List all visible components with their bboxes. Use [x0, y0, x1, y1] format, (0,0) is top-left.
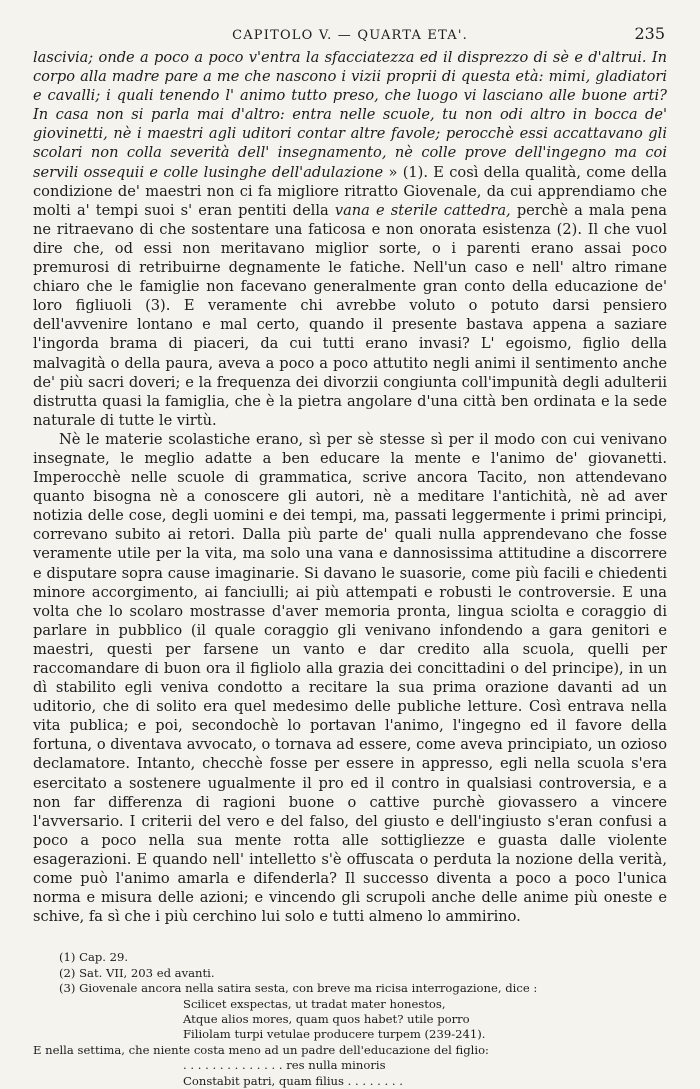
footnote-2: (2) Sat. VII, 203 ed avanti.	[59, 965, 215, 980]
footnote-1: (1) Cap. 29.	[59, 950, 129, 965]
footnotes	[33, 950, 667, 1089]
page-header	[33, 22, 667, 48]
paragraph-2: Nè le materie scolastiche erano, sì per sè stesse sì per il modo con cui venivano insegnate, le meglio adatte a ben educare la mente e l'animo de' giovanetti. Imperocchè nelle scuole di grammatica, scrive ancora Tacito, non attendevano quanto bisogna nè a conoscere gli autori, nè a meditare l'antichità, nè ad aver notizia delle cose, degli uomini e dei tempi, ma, passati leggermente i primi principi, correvano subito ai retori. Dalla più parte de' quali nulla apprendevano che fosse veramente utile per la vita, ma solo una vana e dannosissima attitudine a discorrere e disputare sopra cause imaginarie. Si davano le suasorie, come più facili e chiedenti minore accorgimento, ai fanciulli; ai più attempati e robusti le controversie. E una volta che lo scolaro mostrasse d'aver memoria pronta, lingua sciolta e coraggio di parlare in pubblico (il quale coraggio gli venivano infondendo a gara genitori e maestri, questi per farsene un vanto e dar credito alla scuola, quelli per raccomandare di buon ora il figliolo alla grazia dei concittadini o del principe), in un dì stabilito egli veniva condotto a recitare la sua prima orazione davanti ad un uditorio, che di solito era quel medesimo delle publiche letture. Così entrava nella vita publica; e poi, secondochè lo portavan l'animo, l'ingegno ed il favore della fortuna, o diventava avvocato, o tornava ad essere, come aveva principiato, un ozioso declamatore. Intanto, checchè fosse per essere in appresso, egli nella scuola s'era esercitato a sostenere ugualmente il pro ed il contro in qualsiasi controversia, e a non far differenza di ragioni buone o cattive purchè giovassero a vincere l'avversario. I criterii del vero e del falso, del giusto e dell'ingiusto s'eran confusi a poco a poco nella sua mente rotta alle sottigliezze e guasta dalle violente esagerazioni. E quando nell' intelletto s'è offuscata o perduta la nozione della verità, come può l'animo amarla e difenderla? Il successo diventa a poco a poco l'unica norma e misura delle azioni; e vincendo gli scrupoli anche delle anime più oneste e schive, fa sì che i più cerchino lui solo e tutti almeno lo ammirino.	[33, 430, 667, 926]
running-head: CAPITOLO V. — QUARTA ETA'.	[232, 28, 468, 43]
italic-quote-tacitus: lascivia; onde a poco a poco v'entra la sfacciatezza ed il disprezzo di sè e d'altrui. In corpo alla madre pare a me che nascono i vizii proprii di questa età: mimi, gladiatori e cavalli; i quali tenendo l' animo tutto preso, che luogo vi lasciano alle buone arti? In casa non si parla mai d'altro: entra nelle scuole, tu non odi altro in bocca de' giovinetti, nè i maestri agli uditori contar altre favole; perocchè essi accattavano gli scolari non colla severità dell' insegnamento, nè colle prove dell'ingegno ma coi servili ossequii e colle lusinghe dell'adulazione	[33, 49, 667, 181]
footnote-verse-2: Atque alios mores, quam quos habet? utile porro	[183, 1011, 470, 1026]
italic-vana-sterile-cattedra: vana e sterile cattedra,	[334, 201, 511, 219]
paragraph-1	[33, 48, 667, 430]
footnote-3: (3) Giovenale ancora nella satira sesta, con breve ma ricisa interrogazione, dice :	[59, 981, 538, 996]
page-number: 235	[634, 24, 665, 43]
footnote-verse-4: . . . . . . . . . . . . . . res nulla minoris	[183, 1058, 386, 1073]
paragraph-1-text-a: » (1). E così della qualità, come della condizione de' maestri non ci fa migliore ritratto Giovenale, da cui apprendiamo che molti a' tempi suoi s' eran pentiti della	[33, 163, 667, 219]
footnote-verse-1: Scilicet exspectas, ut tradat mater honestos,	[183, 996, 446, 1011]
footnote-verse-3: Filiolam turpi vetulae producere turpem (239-241).	[183, 1027, 486, 1042]
footnote-continuation: E nella settima, che niente costa meno ad un padre dell'educazione del figlio:	[33, 1042, 489, 1057]
body-text	[33, 48, 667, 926]
footnote-verse-5: Constabit patri, quam filius . . . . . . . .	[183, 1073, 403, 1088]
paragraph-1-text-c: perchè a mala pena ne ritraevano di che sostentare una faticosa e non onorata esistenza (2). Il che vuol dire che, od essi non meritavano miglior sorte, o i parenti erano assai poco premurosi di retribuirne degnamente le fatiche. Nell'un caso e nell' altro rimane chiaro che le famiglie non facevano generalmente gran conto della educazione de' loro figliuoli (3). E veramente chi avrebbe voluto o potuto darsi pensiero dell'avvenire lontano e mal certo, quando il presente bastava appena a saziare l'ingorda brama di piaceri, da cui tutti erano invasi? L' egoismo, figlio della malvagità o della paura, aveva a poco a poco attutito negli animi il sentimento anche de' più sacri doveri; e la frequenza dei divorzii congiunta coll'impunità degli adulterii distrutta quasi la famiglia, che è la pietra angolare d'una città ben ordinata e la sede naturale di tutte le virtù.	[33, 201, 668, 429]
